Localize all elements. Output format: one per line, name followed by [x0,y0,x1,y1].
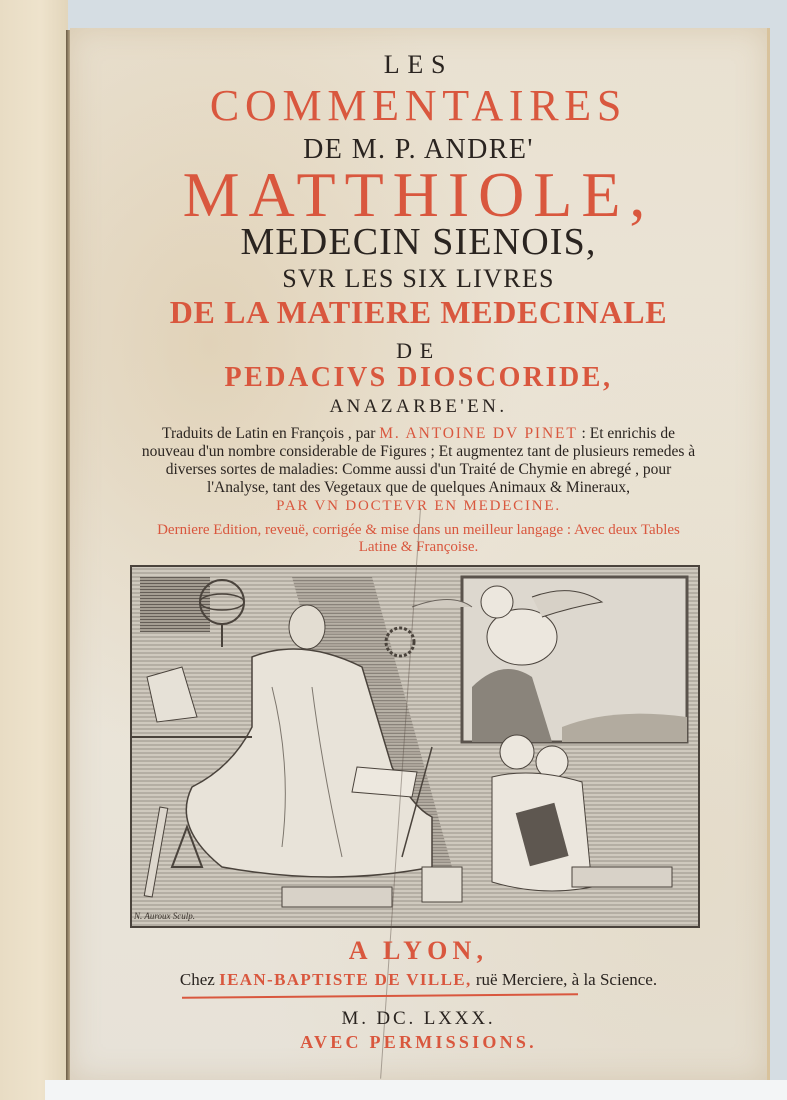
par-docteur-line: PAR VN DOCTEVR EN MEDECINE. [276,498,561,514]
table-surface [45,1080,787,1100]
place-of-publication: A LYON, [348,936,489,965]
permissions-line: AVEC PERMISSIONS. [300,1032,537,1052]
title-medecin-sienois: MEDECIN SIENOIS, [240,221,597,263]
title-les: LES [383,50,454,79]
red-divider-rule [182,993,578,998]
frontispiece-engraving [130,565,700,928]
translation-suffix: : Et enrichis de [577,425,675,442]
translation-line-1 [70,425,767,443]
edition-line-1: Derniere Edition, reveuë, corrigée & mise dans un meilleur langage : Avec deux Tables [157,522,680,538]
translation-line-3: diverses sortes de maladies: Comme aussi d'un Traité de Chymie en abregé , pour [165,461,672,478]
translation-line-2: nouveau d'un nombre considerable de Figures ; Et augmentez tant de plusieurs remedes à [141,443,696,460]
title-de: DE [396,338,441,363]
facing-page [0,0,68,1100]
title-anazarbeen: ANAZARBE'EN. [329,396,508,417]
title-page [70,28,770,1080]
engraver-signature: N. Auroux Sculp. [134,911,195,921]
publisher-name: IEAN-BAPTISTE DE VILLE, [219,970,472,989]
publication-year: M. DC. LXXX. [341,1008,496,1029]
edition-line-2: Latine & Françoise. [358,539,479,555]
publisher-address: ruë Merciere, à la Science. [471,970,658,989]
translator-name: M. ANTOINE DV PINET [379,425,578,442]
title-matthiole: MATTHIOLE, [182,159,655,230]
title-dioscoride: PEDACIVS DIOSCORIDE, [224,362,613,393]
title-six-livres: SVR LES SIX LIVRES [282,264,555,293]
publisher-prefix: Chez [179,970,220,989]
title-commentaires: COMMENTAIRES [209,81,628,130]
translation-line-4: l'Analyse, tant des Vegetaux que de quelques Animaux & Mineraux, [206,479,631,496]
engraving-illustration [132,567,698,926]
title-author-prefix: DE M. P. ANDRE' [303,134,534,165]
publisher-line [70,970,767,990]
title-matiere-medecinale: DE LA MATIERE MEDECINALE [169,294,668,330]
translation-prefix: Traduits de Latin en François , par [162,425,380,442]
